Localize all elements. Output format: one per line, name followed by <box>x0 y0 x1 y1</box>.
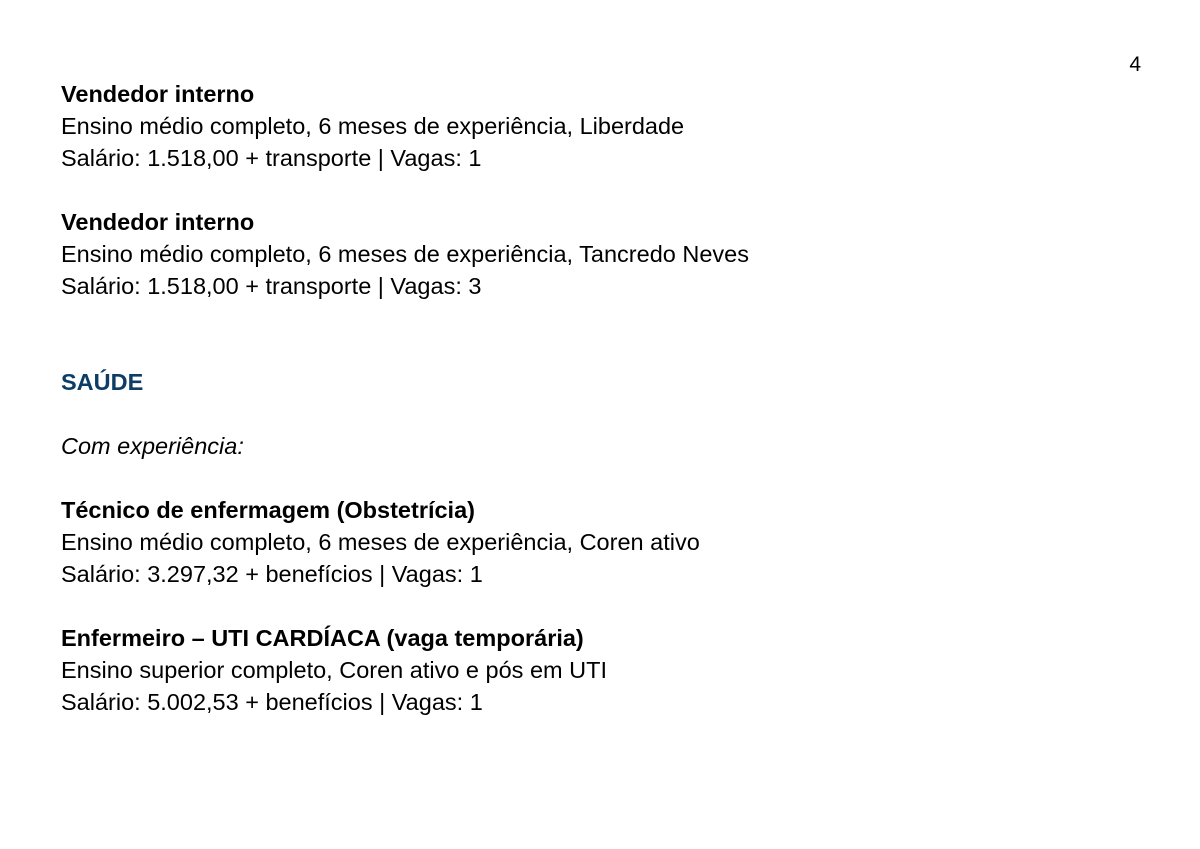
job-salary: Salário: 1.518,00 + transporte | Vagas: 1 <box>61 145 482 171</box>
job-salary: Salário: 1.518,00 + transporte | Vagas: 3 <box>61 273 482 299</box>
job-title: Vendedor interno <box>61 81 255 107</box>
job-requirements: Ensino superior completo, Coren ativo e pós em UTI <box>61 657 607 683</box>
job-listing <box>61 78 1141 174</box>
job-salary: Salário: 5.002,53 + benefícios | Vagas: 1 <box>61 689 483 715</box>
job-listing <box>61 622 1141 718</box>
page-number: 4 <box>1129 53 1141 76</box>
job-listing <box>61 206 1141 302</box>
job-requirements: Ensino médio completo, 6 meses de experiência, Liberdade <box>61 113 685 139</box>
section-subheading: Com experiência: <box>61 433 244 459</box>
spacer <box>61 462 1141 494</box>
spacer <box>61 174 1141 206</box>
job-title: Enfermeiro – UTI CARDÍACA (vaga temporária) <box>61 625 584 651</box>
job-listing <box>61 494 1141 590</box>
spacer <box>61 302 1141 366</box>
job-title: Vendedor interno <box>61 209 255 235</box>
spacer <box>61 398 1141 430</box>
job-requirements: Ensino médio completo, 6 meses de experiência, Coren ativo <box>61 529 700 555</box>
spacer <box>61 590 1141 622</box>
job-title: Técnico de enfermagem (Obstetrícia) <box>61 497 475 523</box>
job-requirements: Ensino médio completo, 6 meses de experiência, Tancredo Neves <box>61 241 749 267</box>
job-salary: Salário: 3.297,32 + benefícios | Vagas: 1 <box>61 561 483 587</box>
job-listings <box>61 78 1141 718</box>
section-heading: SAÚDE <box>61 369 144 395</box>
